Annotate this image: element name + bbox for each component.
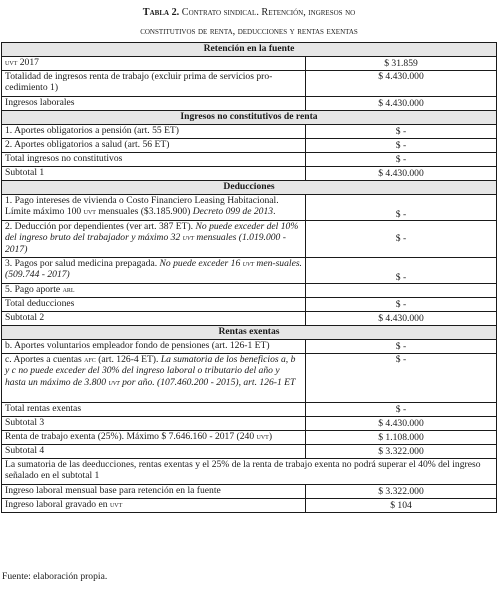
row-label: 5. Pago aporte arl bbox=[2, 284, 306, 298]
row-value: $ - bbox=[306, 340, 497, 354]
source-note: Fuente: elaboración propia. bbox=[2, 571, 108, 582]
table-row bbox=[2, 284, 497, 298]
table-row bbox=[2, 298, 497, 312]
table-row bbox=[2, 195, 497, 221]
row-value: $ 3.322.000 bbox=[306, 445, 497, 459]
row-label: 2. Aportes obligatorios a salud (art. 56 ET) bbox=[2, 139, 306, 153]
table-row bbox=[2, 125, 497, 139]
row-value: $ - bbox=[306, 354, 497, 403]
caption-label: Tabla 2. bbox=[142, 7, 180, 18]
table-row bbox=[2, 71, 497, 97]
table-row bbox=[2, 97, 497, 111]
table-row bbox=[2, 445, 497, 459]
row-label: Total deducciones bbox=[2, 298, 306, 312]
caption-line-1 bbox=[0, 3, 498, 22]
caption-title-1: Contrato sindical. Retención, ingresos no bbox=[181, 7, 356, 18]
table-caption bbox=[0, 3, 498, 41]
section-header-deducciones: Deducciones bbox=[2, 181, 497, 195]
row-label: 3. Pagos por salud medicina prepagada. No puede exceder 16 uvt men-suales. (509.744 - 2017) bbox=[2, 258, 306, 284]
table-row bbox=[2, 417, 497, 431]
section-header-no-constitutivos: Ingresos no constitutivos de renta bbox=[2, 111, 497, 125]
table-row bbox=[2, 340, 497, 354]
row-value: $ - bbox=[306, 139, 497, 153]
table-row bbox=[2, 499, 497, 513]
row-label: Subtotal 3 bbox=[2, 417, 306, 431]
row-value: $ - bbox=[306, 195, 497, 221]
note-row: La sumatoria de las deeducciones, rentas exentas y el 25% de la renta de trabajo exenta no podrá superar el 40% del ingreso señalado en el subtotal 1 bbox=[2, 459, 497, 485]
section-header-rentas-exentas: Rentas exentas bbox=[2, 326, 497, 340]
table-row bbox=[2, 153, 497, 167]
row-label: Total rentas exentas bbox=[2, 403, 306, 417]
row-value: $ 4.430.000 bbox=[306, 71, 497, 97]
row-label: Ingresos laborales bbox=[2, 97, 306, 111]
table-row bbox=[2, 431, 497, 445]
row-value: $ 4.430.000 bbox=[306, 417, 497, 431]
row-label: c. Aportes a cuentas afc (art. 126-4 ET). La sumatoria de los beneficios a, b y c no puede exceder del 30% del ingreso laboral o tributario del año y hasta un máximo de 3.800 uvt por año. (107.460.200 - 2015), art. 126-1 ET bbox=[2, 354, 306, 403]
table-row bbox=[2, 354, 497, 403]
row-label: 1. Pago intereses de vivienda o Costo Financiero Leasing Habitacional. Límite máximo 100 uvt mensuales ($3.185.900) Decreto 099 de 2013. bbox=[2, 195, 306, 221]
retention-table bbox=[1, 42, 497, 513]
row-label: uvt 2017 bbox=[2, 57, 306, 71]
row-value: $ - bbox=[306, 153, 497, 167]
row-value: $ 104 bbox=[306, 499, 497, 513]
row-label: Subtotal 2 bbox=[2, 312, 306, 326]
row-value: $ - bbox=[306, 403, 497, 417]
row-label: Ingreso laboral mensual base para retención en la fuente bbox=[2, 485, 306, 499]
row-label: 2. Deducción por dependientes (ver art. 387 ET). No puede exceder del 10% del ingreso bruto del trabajador y máximo 32 uvt mensuales (1.019.000 - 2017) bbox=[2, 221, 306, 258]
row-label: Renta de trabajo exenta (25%). Máximo $ 7.646.160 - 2017 (240 uvt) bbox=[2, 431, 306, 445]
table-row bbox=[2, 485, 497, 499]
table-row bbox=[2, 459, 497, 485]
row-value: $ 4.430.000 bbox=[306, 312, 497, 326]
row-value bbox=[306, 284, 497, 298]
row-value: $ 4.430.000 bbox=[306, 167, 497, 181]
table-row bbox=[2, 312, 497, 326]
row-value: $ - bbox=[306, 221, 497, 258]
row-label: Total ingresos no constitutivos bbox=[2, 153, 306, 167]
table-row bbox=[2, 403, 497, 417]
row-label: Totalidad de ingresos renta de trabajo (excluir prima de servicios pro-cedimiento 1) bbox=[2, 71, 306, 97]
table-row bbox=[2, 167, 497, 181]
row-value: $ 31.859 bbox=[306, 57, 497, 71]
row-value: $ - bbox=[306, 125, 497, 139]
row-value: $ - bbox=[306, 298, 497, 312]
table-row bbox=[2, 258, 497, 284]
caption-line-2: constitutivos de renta, deducciones y rentas exentas bbox=[140, 26, 358, 37]
row-value: $ 4.430.000 bbox=[306, 97, 497, 111]
row-label: Subtotal 4 bbox=[2, 445, 306, 459]
row-label: 1. Aportes obligatorios a pensión (art. 55 ET) bbox=[2, 125, 306, 139]
row-value: $ 1.108.000 bbox=[306, 431, 497, 445]
row-value: $ 3.322.000 bbox=[306, 485, 497, 499]
table-row bbox=[2, 57, 497, 71]
table-row bbox=[2, 221, 497, 258]
row-label: Ingreso laboral gravado en uvt bbox=[2, 499, 306, 513]
row-value: $ - bbox=[306, 258, 497, 284]
row-label: b. Aportes voluntarios empleador fondo de pensiones (art. 126-1 ET) bbox=[2, 340, 306, 354]
row-label: Subtotal 1 bbox=[2, 167, 306, 181]
section-header-retencion: Retención en la fuente bbox=[2, 43, 497, 57]
table-row bbox=[2, 139, 497, 153]
